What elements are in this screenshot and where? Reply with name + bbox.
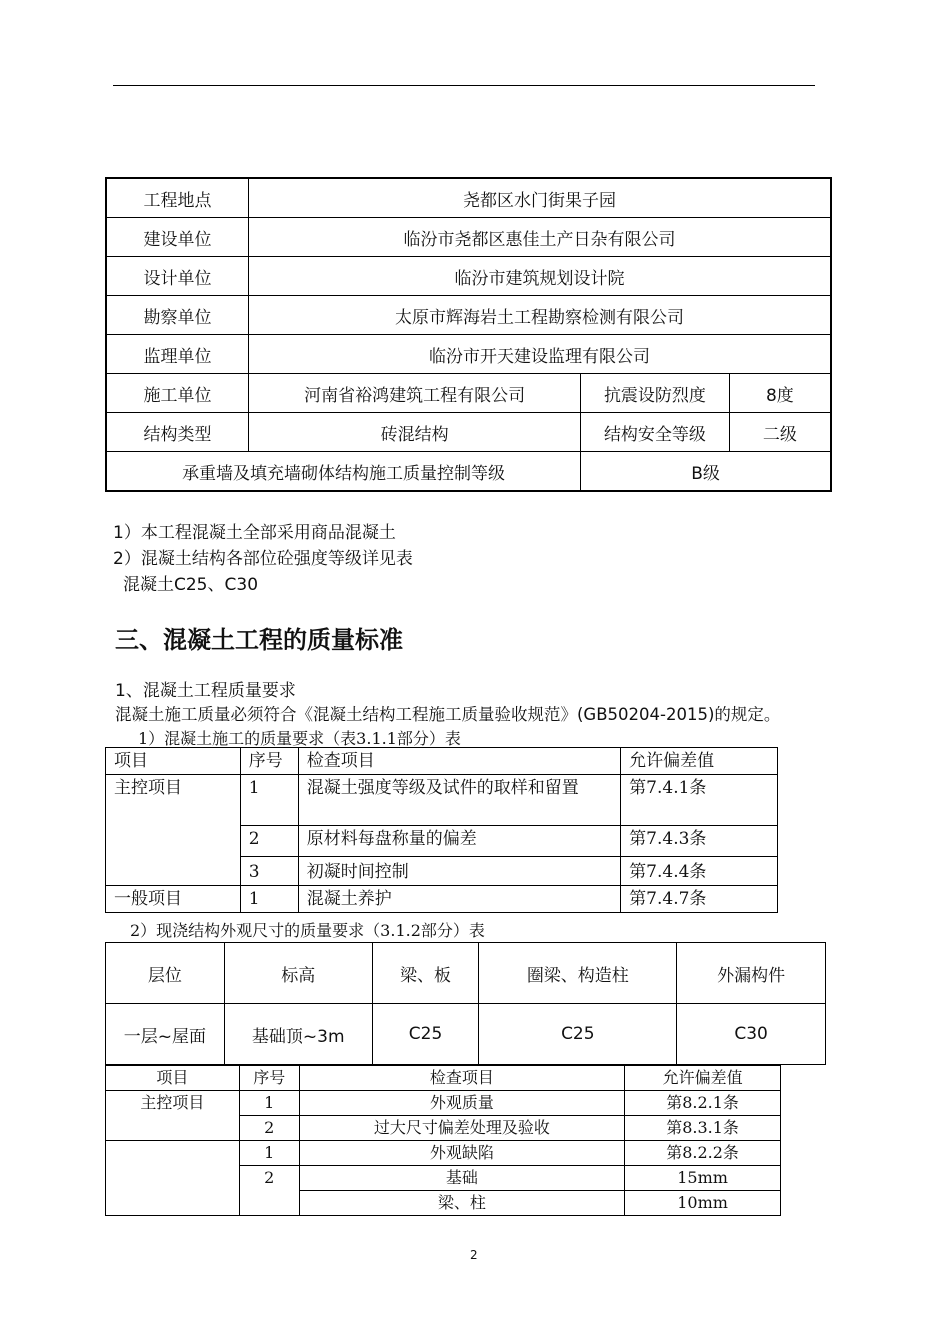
header-cell: 检查项目 [298, 748, 620, 775]
note-line-1: 1）本工程混凝土全部采用商品混凝土 [113, 523, 396, 543]
row-value: 第7.4.7条 [621, 886, 778, 913]
row-label: 设计单位 [106, 257, 249, 296]
group-label: 一般项目 [106, 886, 241, 913]
table-row [106, 178, 831, 218]
cell: 一层~屋面 [106, 1004, 225, 1065]
row-value: 第7.4.4条 [621, 857, 778, 886]
table-row [106, 1091, 781, 1116]
row-value: 第8.2.2条 [625, 1141, 781, 1166]
table-row [106, 1004, 826, 1065]
header-cell: 序号 [240, 748, 298, 775]
table-header-row [106, 1066, 781, 1091]
row-value: 第7.4.3条 [621, 826, 778, 857]
row-item: 过大尺寸偏差处理及验收 [299, 1116, 624, 1141]
row-no: 1 [239, 1141, 299, 1166]
row-item: 基础 [299, 1166, 624, 1191]
cell: C25 [372, 1004, 479, 1065]
project-info-table [105, 177, 832, 492]
table-row [106, 886, 778, 913]
header-cell: 项目 [106, 1066, 240, 1091]
row-value: 河南省裕鸿建筑工程有限公司 [249, 374, 581, 413]
header-cell: 圈梁、构造柱 [479, 943, 677, 1004]
table-row [106, 257, 831, 296]
row-value: 8度 [729, 374, 831, 413]
row-value: 砖混结构 [249, 413, 581, 452]
table-row [106, 413, 831, 452]
row-value: 临汾市尧都区惠佳土产日杂有限公司 [249, 218, 831, 257]
note-line-3: 混凝土C25、C30 [123, 575, 259, 595]
table-header-row [106, 943, 826, 1004]
table-row [106, 452, 831, 492]
concrete-quality-table [105, 747, 778, 913]
table1-caption: 1）混凝土施工的质量要求（表3.1.1部分）表 [138, 729, 461, 748]
cell: 基础顶~3m [224, 1004, 372, 1065]
header-cell: 外漏构件 [677, 943, 826, 1004]
header-cell: 序号 [239, 1066, 299, 1091]
row-no: 1 [240, 775, 298, 826]
table-row [106, 218, 831, 257]
table-row [106, 296, 831, 335]
row-label: 抗震设防烈度 [581, 374, 730, 413]
group-label [106, 1141, 240, 1216]
section-title: 三、混凝土工程的质量标准 [115, 626, 403, 654]
table2-caption: 2）现浇结构外观尺寸的质量要求（3.1.2部分）表 [130, 921, 485, 940]
group-label: 主控项目 [106, 775, 241, 886]
row-label: 承重墙及填充墙砌体结构施工质量控制等级 [106, 452, 581, 492]
header-rule [113, 85, 815, 86]
row-label: 勘察单位 [106, 296, 249, 335]
row-label: 工程地点 [106, 178, 249, 218]
row-value: 第8.3.1条 [625, 1116, 781, 1141]
row-item: 原材料每盘称量的偏差 [298, 826, 620, 857]
row-value: 尧都区水门街果子园 [249, 178, 831, 218]
row-no: 3 [240, 857, 298, 886]
header-cell: 允许偏差值 [625, 1066, 781, 1091]
row-no: 2 [239, 1166, 299, 1216]
table-header-row [106, 748, 778, 775]
page-number: 2 [470, 1248, 478, 1262]
cell: C30 [677, 1004, 826, 1065]
row-item: 梁、柱 [299, 1191, 624, 1216]
row-no: 2 [239, 1116, 299, 1141]
row-value: 临汾市开天建设监理有限公司 [249, 335, 831, 374]
table-row [106, 374, 831, 413]
header-cell: 检查项目 [299, 1066, 624, 1091]
row-no: 1 [239, 1091, 299, 1116]
table-row [106, 335, 831, 374]
table-row [106, 775, 778, 826]
row-value: 10mm [625, 1191, 781, 1216]
row-label: 结构安全等级 [581, 413, 730, 452]
row-value: 第7.4.1条 [621, 775, 778, 826]
note-line-2: 2）混凝土结构各部位砼强度等级详见表 [113, 549, 413, 569]
header-cell: 层位 [106, 943, 225, 1004]
row-value: 15mm [625, 1166, 781, 1191]
table-row [106, 1141, 781, 1166]
quality-heading: 1、混凝土工程质量要求 [115, 681, 296, 701]
concrete-strength-table [105, 942, 826, 1065]
header-cell: 梁、板 [372, 943, 479, 1004]
quality-text: 混凝土施工质量必须符合《混凝土结构工程施工质量验收规范》(GB50204-2015)的规定。 [115, 705, 781, 724]
row-item: 混凝土养护 [298, 886, 620, 913]
row-item: 初凝时间控制 [298, 857, 620, 886]
row-value: 太原市辉海岩土工程勘察检测有限公司 [249, 296, 831, 335]
header-cell: 标高 [224, 943, 372, 1004]
cell: C25 [479, 1004, 677, 1065]
row-value: 临汾市建筑规划设计院 [249, 257, 831, 296]
cast-structure-quality-table [105, 1065, 781, 1216]
row-label: 建设单位 [106, 218, 249, 257]
row-label: 施工单位 [106, 374, 249, 413]
row-label: 结构类型 [106, 413, 249, 452]
header-cell: 允许偏差值 [621, 748, 778, 775]
row-value: B级 [581, 452, 831, 492]
row-label: 监理单位 [106, 335, 249, 374]
row-value: 二级 [729, 413, 831, 452]
header-cell: 项目 [106, 748, 241, 775]
row-item: 混凝土强度等级及试件的取样和留置 [298, 775, 620, 826]
row-item: 外观质量 [299, 1091, 624, 1116]
row-no: 1 [240, 886, 298, 913]
row-item: 外观缺陷 [299, 1141, 624, 1166]
row-value: 第8.2.1条 [625, 1091, 781, 1116]
row-no: 2 [240, 826, 298, 857]
group-label: 主控项目 [106, 1091, 240, 1141]
